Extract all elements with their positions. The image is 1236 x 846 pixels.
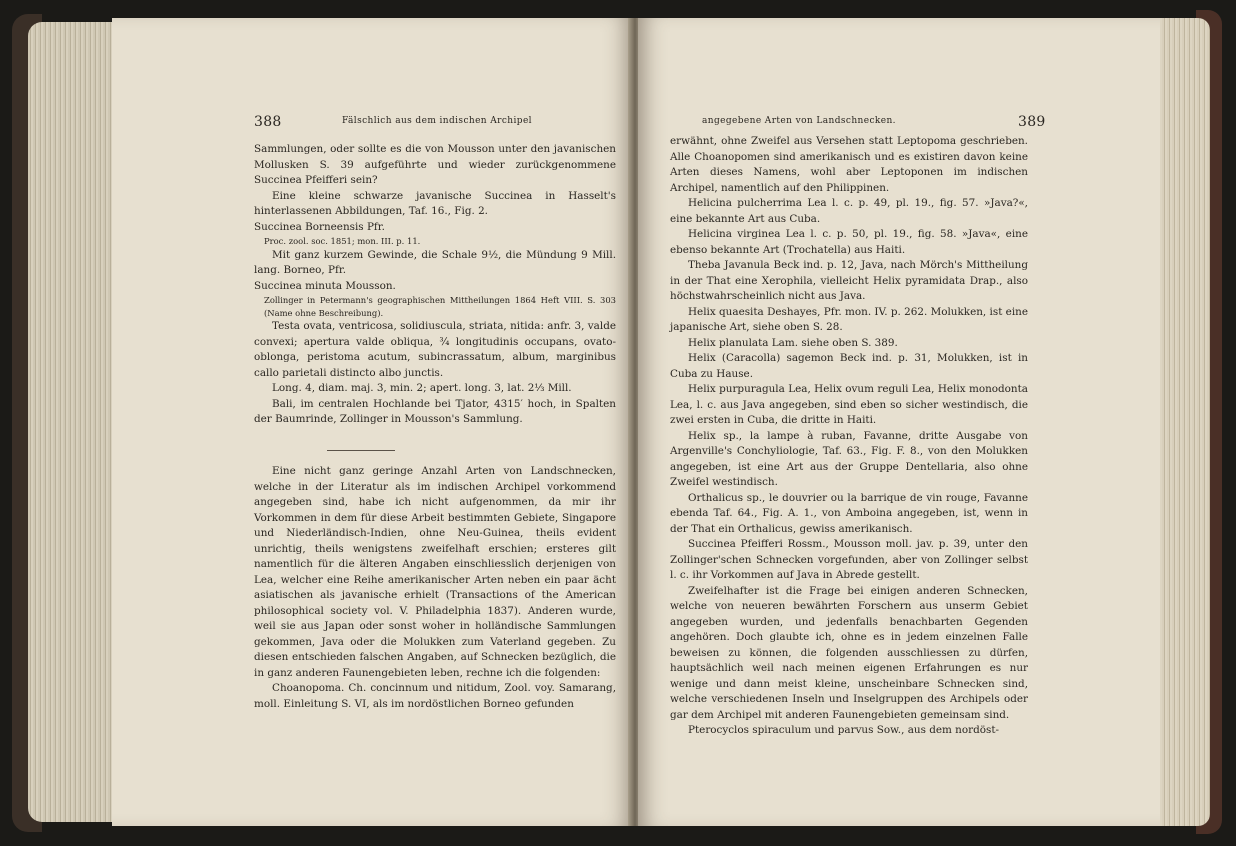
paragraph: Eine nicht ganz geringe Anzahl Arten von Landschnecken, welche in der Literatur als im indischen Archipel vorkommend angegeben sind, habe ich nicht aufgenommen, da mir ihr Vorkommen in dem für diese Arbeit bestimmten Gebiete, Singapore und Niederländisch-Indien, ohne Neu-Guinea, theils evident unrichtig, theils wenigstens zweifelhaft erschien; ersteres gilt namentlich für die älteren Angaben einschliesslich derjenigen von Lea, welcher eine Reihe amerikanischer Arten neben ein paar ächt asiatischen als javanische erhielt (Transactions of the American philosophical society vol. V. Philadelphia 1837). Anderen wurde, weil sie aus Japan oder sonst woher in holländische Sammlungen gekommen, Java oder die Molukken zum Vaterland gegeben. Zu diesen entschieden falschen Angaben, auf Schnecken bezüglich, die in ganz anderen Faunengebieten leben, rechne ich die folgenden: — [254, 465, 616, 679]
paragraph: Zweifelhafter ist die Frage bei einigen anderen Schnecken, welche von neueren bewährten Forschern aus unserm Gebiet angegeben wurden, und jedenfalls benachbarten Gegenden angehören. Doch glaubte ich, ohne es in jedem einzelnen Falle beweisen zu können, die folgenden ausschliessen zu dürfen, hauptsächlich weil nach meinen eigenen Erfahrungen es nur wenige und dann meist kleine, unscheinbare Schnecken sind, welche verschiedenen Inseln und Inselgruppen des Archipels oder gar dem Archipel mit anderen Faunengebieten gemeinsam sind. — [670, 584, 1028, 721]
section-separator — [327, 450, 395, 451]
paragraph: Succinea minuta Mousson. — [254, 279, 396, 292]
paragraph: Helix (Caracolla) sagemon Beck ind. p. 31, Molukken, ist in Cuba zu Hause. — [670, 352, 1028, 380]
paragraph: Theba Javanula Beck ind. p. 12, Java, nach Mörch's Mittheilung in der That eine Xerophila, vielleicht Helix pyramidata Drap., also höchstwahrscheinlich nicht aus Java. — [670, 259, 1028, 302]
paragraph: erwähnt, ohne Zweifel aus Versehen statt Leptopoma geschrieben. Alle Choanopomen sind amerikanisch und es existiren davon keine Arten dieses Namens, wohl aber Leptoponen im indischen Archipel, namentlich auf den Philippinen. — [670, 135, 1028, 194]
paragraph: Helix planulata Lam. siehe oben S. 389. — [688, 336, 898, 349]
paragraph: Helix quaesita Deshayes, Pfr. mon. IV. p. 262. Molukken, ist eine japanische Art, siehe oben S. 28. — [670, 305, 1028, 333]
left-running-title: Fälschlich aus dem indischen Archipel — [342, 116, 532, 126]
right-running-title: angegebene Arten von Landschnecken. — [702, 116, 896, 126]
paragraph: Helicina virginea Lea l. c. p. 50, pl. 19., fig. 58. »Java«, eine ebenso bekannte Art (Trochatella) aus Haiti. — [670, 228, 1028, 256]
paragraph: Succinea Pfeifferi Rossm., Mousson moll. jav. p. 39, unter den Zollinger'schen Schnecken vorgefunden, aber von Zollinger selbst l. c. ihr Vorkommen auf Java in Abrede gestellt. — [670, 538, 1028, 581]
paragraph: Testa ovata, ventricosa, solidiuscula, striata, nitida: anfr. 3, valde convexi; apertura valde obliqua, ¾ longitudinis occupans, ovato-oblonga, peristoma acutum, subincrassatum, album, marginibus callo parietali distincto albo junctis. — [254, 320, 616, 379]
paragraph: Helix purpuragula Lea, Helix ovum reguli Lea, Helix monodonta Lea, l. c. aus Java angegeben, sind eben so sicher westindisch, die zwei ersten in Cuba, die dritte in Haiti. — [670, 383, 1028, 426]
left-top-text — [254, 142, 616, 428]
paragraph: Eine kleine schwarze javanische Succinea in Hasselt's hinterlassenen Abbildungen, Taf. 16., Fig. 2. — [254, 189, 616, 217]
paragraph: Pterocyclos spiraculum und parvus Sow., aus dem nordöst- — [688, 724, 1000, 736]
paragraph: Succinea Borneensis Pfr. — [254, 220, 385, 233]
paragraph: Mit ganz kurzem Gewinde, die Schale 9½, die Mündung 9 Mill. lang. Borneo, Pfr. — [254, 248, 616, 276]
paragraph: Zollinger in Petermann's geographischen Mittheilungen 1864 Heft VIII. S. 303 (Name ohne Beschreibung). — [264, 295, 616, 318]
left-bottom-text — [254, 464, 616, 712]
paragraph: Choanopoma. Ch. concinnum und nitidum, Zool. voy. Samarang, moll. Einleitung S. VI, als im nordöstlichen Borneo gefunden — [254, 682, 616, 710]
page-edges-left — [28, 22, 118, 822]
paragraph: Helicina pulcherrima Lea l. c. p. 49, pl. 19., fig. 57. »Java?«, eine bekannte Art aus Cuba. — [670, 197, 1028, 225]
left-page-number: 388 — [254, 114, 282, 130]
paragraph: Orthalicus sp., le douvrier ou la barrique de vin rouge, Favanne ebenda Taf. 64., Fig. A. 1., von Amboina angegeben, ist, wenn in der That ein Orthalicus, gewiss amerikanisch. — [670, 491, 1028, 535]
left-header — [254, 114, 614, 130]
paragraph: Sammlungen, oder sollte es die von Mousson unter den javanischen Mollusken S. 39 aufgeführte und wieder zurückgenommene Succinea Pfeifferi sein? — [254, 143, 616, 186]
paragraph: Long. 4, diam. maj. 3, min. 2; apert. long. 3, lat. 2⅓ Mill. — [272, 382, 572, 394]
right-page — [638, 18, 1160, 826]
right-body-text — [670, 134, 1028, 739]
page-edges-right — [1152, 18, 1210, 826]
paragraph: Proc. zool. soc. 1851; mon. III. p. 11. — [264, 236, 421, 246]
paragraph: Bali, im centralen Hochlande bei Tjator, 4315′ hoch, in Spalten der Baumrinde, Zollinger in Mousson's Sammlung. — [254, 397, 616, 425]
left-page — [112, 18, 632, 826]
right-page-number: 389 — [1018, 114, 1046, 130]
paragraph: Helix sp., la lampe à ruban, Favanne, dritte Ausgabe von Argenville's Conchyliologie, Taf. 63., Fig. F. 8., von den Molukken angegeben, ist eine Art aus der Gruppe Dentellaria, also ohne Zweifel westindisch. — [670, 429, 1028, 488]
